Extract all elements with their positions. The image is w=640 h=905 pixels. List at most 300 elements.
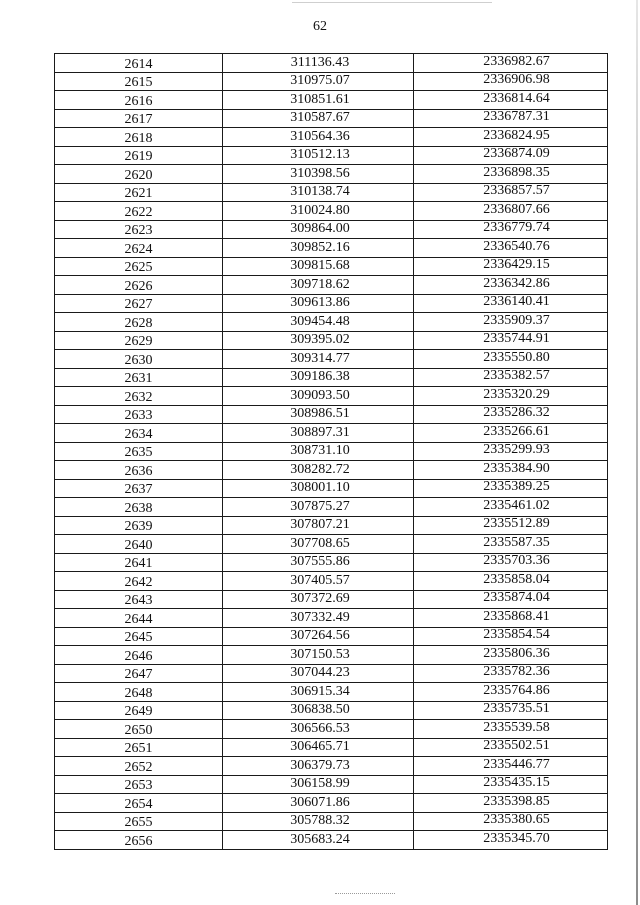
y-coordinate-text: 2336982.67 [483,53,550,69]
x-coordinate-text: 306379.73 [290,757,350,773]
x-coordinate-text: 307875.27 [290,498,350,514]
table-row [55,516,608,535]
point-number-cell [55,535,223,554]
x-coordinate-text: 307708.65 [290,535,350,551]
point-number-cell [55,701,223,720]
point-number-text: 2629 [124,334,153,349]
x-coordinate-text: 307264.56 [290,628,350,643]
point-number-cell [55,738,223,757]
point-number-cell [55,72,223,91]
y-coordinate-text: 2336779.74 [483,220,550,235]
y-coordinate-cell [414,479,608,498]
x-coordinate-text: 307332.49 [290,609,350,625]
point-number-cell [55,720,223,739]
x-coordinate-text: 311136.43 [290,54,350,70]
y-coordinate-cell [414,646,608,665]
table-row [55,405,608,424]
table-row [55,609,608,628]
y-coordinate-cell [414,183,608,202]
x-coordinate-cell [223,516,414,535]
point-number-text: 2619 [124,149,153,164]
x-coordinate-cell [223,424,414,443]
x-coordinate-cell [223,220,414,239]
table-row [55,479,608,498]
y-coordinate-text: 2335266.61 [483,423,550,439]
table-row [55,720,608,739]
point-number-cell [55,109,223,128]
y-coordinate-text: 2335382.57 [483,368,550,383]
table-row [55,535,608,554]
point-number-cell [55,313,223,332]
point-number-cell [55,331,223,350]
point-number-text: 2622 [124,204,153,220]
x-coordinate-text: 309093.50 [290,387,350,403]
point-number-text: 2654 [124,796,153,812]
y-coordinate-cell [414,831,608,850]
scan-bottom-marks [335,893,395,896]
point-number-cell [55,387,223,406]
x-coordinate-text: 310398.56 [290,165,350,181]
table-row [55,128,608,147]
y-coordinate-cell [414,91,608,110]
point-number-cell [55,350,223,369]
x-coordinate-cell [223,368,414,387]
y-coordinate-cell [414,720,608,739]
x-coordinate-text: 310587.67 [290,110,350,125]
x-coordinate-text: 308897.31 [290,424,350,440]
x-coordinate-text: 307150.53 [290,646,350,662]
y-coordinate-text: 2335320.29 [483,386,550,402]
point-number-cell [55,553,223,572]
table-row [55,350,608,369]
x-coordinate-cell [223,442,414,461]
point-number-text: 2635 [124,445,153,460]
y-coordinate-cell [414,257,608,276]
point-number-text: 2624 [124,241,153,257]
x-coordinate-cell [223,664,414,683]
point-number-cell [55,405,223,424]
coordinates-table [54,53,608,850]
x-coordinate-cell [223,91,414,110]
point-number-text: 2634 [124,426,153,442]
y-coordinate-cell [414,405,608,424]
x-coordinate-text: 309395.02 [290,332,350,347]
point-number-cell [55,498,223,517]
y-coordinate-text: 2336429.15 [483,257,550,272]
table-row [55,54,608,73]
x-coordinate-text: 305683.24 [290,831,350,847]
table-row [55,572,608,591]
point-number-text: 2639 [124,519,153,534]
y-coordinate-cell [414,350,608,369]
y-coordinate-cell [414,701,608,720]
y-coordinate-text: 2336540.76 [483,238,550,254]
table-row [55,165,608,184]
y-coordinate-cell [414,72,608,91]
point-number-cell [55,516,223,535]
point-number-cell [55,479,223,498]
point-number-text: 2653 [124,778,153,793]
y-coordinate-text: 2335512.89 [483,516,550,531]
x-coordinate-cell [223,627,414,646]
x-coordinate-cell [223,313,414,332]
table-row [55,183,608,202]
table-row [55,239,608,258]
point-number-cell [55,775,223,794]
x-coordinate-cell [223,146,414,165]
x-coordinate-cell [223,831,414,850]
x-coordinate-text: 309718.62 [290,276,350,292]
table-row [55,276,608,295]
point-number-cell [55,294,223,313]
x-coordinate-text: 306465.71 [290,739,350,754]
point-number-text: 2640 [124,537,153,553]
point-number-text: 2616 [124,93,153,109]
point-number-cell [55,664,223,683]
table-row [55,294,608,313]
x-coordinate-cell [223,331,414,350]
point-number-text: 2638 [124,500,153,516]
x-coordinate-cell [223,535,414,554]
point-number-text: 2645 [124,630,153,645]
y-coordinate-cell [414,294,608,313]
x-coordinate-text: 310564.36 [290,128,350,144]
y-coordinate-text: 2335502.51 [483,738,550,753]
point-number-text: 2652 [124,759,153,775]
point-number-text: 2641 [124,556,153,571]
point-number-cell [55,257,223,276]
y-coordinate-cell [414,128,608,147]
x-coordinate-cell [223,683,414,702]
x-coordinate-text: 309186.38 [290,369,350,384]
y-coordinate-text: 2335286.32 [483,405,550,420]
point-number-cell [55,128,223,147]
x-coordinate-text: 308986.51 [290,406,350,421]
point-number-cell [55,368,223,387]
point-number-text: 2626 [124,278,153,294]
y-coordinate-cell [414,775,608,794]
x-coordinate-cell [223,701,414,720]
y-coordinate-text: 2335587.35 [483,534,550,550]
table-row [55,72,608,91]
table-row [55,683,608,702]
y-coordinate-cell [414,627,608,646]
x-coordinate-cell [223,720,414,739]
y-coordinate-cell [414,202,608,221]
x-coordinate-text: 310024.80 [290,202,350,218]
y-coordinate-cell [414,535,608,554]
table-row [55,812,608,831]
y-coordinate-text: 2335735.51 [483,701,550,716]
y-coordinate-text: 2336787.31 [483,109,550,124]
point-number-text: 2649 [124,704,153,719]
point-number-cell [55,831,223,850]
x-coordinate-cell [223,572,414,591]
x-coordinate-text: 306566.53 [290,720,350,736]
table-row [55,498,608,517]
y-coordinate-cell [414,442,608,461]
x-coordinate-cell [223,553,414,572]
table-row [55,146,608,165]
x-coordinate-text: 307405.57 [290,572,350,588]
x-coordinate-cell [223,479,414,498]
x-coordinate-cell [223,202,414,221]
x-coordinate-text: 307555.86 [290,554,350,569]
y-coordinate-text: 2335461.02 [483,497,550,513]
table-row [55,313,608,332]
y-coordinate-text: 2335806.36 [483,645,550,661]
table-row [55,257,608,276]
point-number-cell [55,590,223,609]
coordinates-table-body [55,54,608,850]
table-row [55,553,608,572]
point-number-text: 2631 [124,371,153,386]
point-number-cell [55,165,223,184]
point-number-cell [55,220,223,239]
point-number-text: 2650 [124,722,153,738]
table-row [55,442,608,461]
y-coordinate-text: 2335868.41 [483,608,550,624]
x-coordinate-text: 306071.86 [290,794,350,810]
x-coordinate-text: 308731.10 [290,443,350,458]
table-row [55,424,608,443]
y-coordinate-text: 2335435.15 [483,775,550,790]
table-row [55,387,608,406]
point-number-text: 2615 [124,75,153,90]
y-coordinate-cell [414,239,608,258]
y-coordinate-text: 2335858.04 [483,571,550,587]
point-number-text: 2627 [124,297,153,312]
x-coordinate-cell [223,757,414,776]
point-number-text: 2632 [124,389,153,405]
x-coordinate-text: 308001.10 [290,480,350,495]
y-coordinate-cell [414,757,608,776]
y-coordinate-cell [414,516,608,535]
y-coordinate-cell [414,424,608,443]
x-coordinate-cell [223,775,414,794]
y-coordinate-text: 2335782.36 [483,664,550,679]
x-coordinate-cell [223,72,414,91]
point-number-text: 2644 [124,611,153,627]
x-coordinate-cell [223,590,414,609]
x-coordinate-text: 306915.34 [290,683,350,699]
y-coordinate-cell [414,146,608,165]
y-coordinate-cell [414,313,608,332]
y-coordinate-cell [414,794,608,813]
y-coordinate-cell [414,331,608,350]
y-coordinate-text: 2336874.09 [483,146,550,161]
y-coordinate-text: 2335909.37 [483,312,550,328]
point-number-cell [55,183,223,202]
table-row [55,646,608,665]
y-coordinate-cell [414,220,608,239]
y-coordinate-cell [414,738,608,757]
x-coordinate-text: 310851.61 [290,91,350,107]
point-number-text: 2655 [124,815,153,830]
x-coordinate-cell [223,350,414,369]
y-coordinate-cell [414,368,608,387]
y-coordinate-cell [414,609,608,628]
x-coordinate-cell [223,812,414,831]
scan-top-edge-line [292,2,492,3]
table-row [55,109,608,128]
point-number-text: 2620 [124,167,153,183]
x-coordinate-cell [223,498,414,517]
table-row [55,664,608,683]
point-number-text: 2636 [124,463,153,479]
y-coordinate-cell [414,590,608,609]
x-coordinate-text: 310138.74 [290,184,350,199]
x-coordinate-text: 306158.99 [290,776,350,791]
x-coordinate-text: 309454.48 [290,313,350,329]
x-coordinate-text: 308282.72 [290,461,350,477]
point-number-text: 2647 [124,667,153,682]
y-coordinate-text: 2336807.66 [483,201,550,217]
table-row [55,738,608,757]
table-row [55,775,608,794]
point-number-cell [55,609,223,628]
y-coordinate-cell [414,387,608,406]
x-coordinate-text: 309852.16 [290,239,350,255]
y-coordinate-text: 2336857.57 [483,183,550,198]
point-number-cell [55,91,223,110]
y-coordinate-text: 2335539.58 [483,719,550,735]
y-coordinate-text: 2335703.36 [483,553,550,568]
point-number-text: 2625 [124,260,153,275]
x-coordinate-cell [223,128,414,147]
point-number-cell [55,54,223,73]
page-number: 62 [313,19,327,34]
y-coordinate-text: 2335389.25 [483,479,550,494]
point-number-text: 2633 [124,408,153,423]
point-number-text: 2621 [124,186,153,201]
point-number-cell [55,683,223,702]
y-coordinate-cell [414,572,608,591]
x-coordinate-text: 309613.86 [290,295,350,310]
x-coordinate-text: 310512.13 [290,147,350,162]
x-coordinate-cell [223,109,414,128]
y-coordinate-cell [414,165,608,184]
y-coordinate-cell [414,461,608,480]
point-number-cell [55,627,223,646]
y-coordinate-cell [414,498,608,517]
x-coordinate-cell [223,609,414,628]
point-number-cell [55,202,223,221]
table-row [55,701,608,720]
y-coordinate-text: 2335446.77 [483,756,550,772]
point-number-text: 2618 [124,130,153,146]
y-coordinate-text: 2336814.64 [483,90,550,106]
point-number-cell [55,442,223,461]
y-coordinate-text: 2335854.54 [483,627,550,642]
point-number-text: 2614 [124,56,153,72]
x-coordinate-text: 309815.68 [290,258,350,273]
y-coordinate-cell [414,553,608,572]
point-number-text: 2648 [124,685,153,701]
point-number-text: 2637 [124,482,153,497]
y-coordinate-cell [414,276,608,295]
table-row [55,831,608,850]
table-row [55,627,608,646]
y-coordinate-text: 2336140.41 [483,294,550,309]
x-coordinate-cell [223,387,414,406]
y-coordinate-text: 2335345.70 [483,830,550,846]
scan-right-edge [636,0,638,905]
point-number-text: 2651 [124,741,153,756]
x-coordinate-cell [223,54,414,73]
point-number-text: 2623 [124,223,153,238]
y-coordinate-text: 2336906.98 [483,72,550,87]
y-coordinate-text: 2335384.90 [483,460,550,476]
x-coordinate-text: 310975.07 [290,73,350,88]
point-number-text: 2643 [124,593,153,608]
table-row [55,590,608,609]
x-coordinate-text: 306838.50 [290,702,350,717]
x-coordinate-cell [223,294,414,313]
point-number-cell [55,812,223,831]
x-coordinate-text: 309314.77 [290,350,350,366]
y-coordinate-text: 2335764.86 [483,682,550,698]
point-number-cell [55,239,223,258]
point-number-text: 2656 [124,833,153,849]
table-row [55,91,608,110]
point-number-cell [55,424,223,443]
y-coordinate-text: 2336342.86 [483,275,550,291]
x-coordinate-text: 307372.69 [290,591,350,606]
x-coordinate-text: 307807.21 [290,517,350,532]
y-coordinate-cell [414,664,608,683]
table-row [55,220,608,239]
y-coordinate-cell [414,812,608,831]
y-coordinate-text: 2335744.91 [483,331,550,346]
x-coordinate-cell [223,257,414,276]
x-coordinate-text: 305788.32 [290,813,350,828]
y-coordinate-text: 2335299.93 [483,442,550,457]
y-coordinate-cell [414,109,608,128]
point-number-cell [55,646,223,665]
point-number-cell [55,794,223,813]
point-number-cell [55,461,223,480]
table-row [55,461,608,480]
point-number-text: 2646 [124,648,153,664]
x-coordinate-text: 307044.23 [290,665,350,680]
x-coordinate-cell [223,183,414,202]
y-coordinate-text: 2335380.65 [483,812,550,827]
x-coordinate-cell [223,461,414,480]
x-coordinate-cell [223,794,414,813]
x-coordinate-cell [223,165,414,184]
x-coordinate-cell [223,405,414,424]
y-coordinate-cell [414,54,608,73]
x-coordinate-cell [223,646,414,665]
point-number-text: 2642 [124,574,153,590]
point-number-cell [55,276,223,295]
table-row [55,794,608,813]
y-coordinate-cell [414,683,608,702]
y-coordinate-text: 2335398.85 [483,793,550,809]
table-row [55,202,608,221]
table-row [55,757,608,776]
x-coordinate-cell [223,738,414,757]
x-coordinate-cell [223,239,414,258]
table-row [55,331,608,350]
x-coordinate-cell [223,276,414,295]
point-number-cell [55,757,223,776]
point-number-cell [55,572,223,591]
y-coordinate-text: 2336898.35 [483,164,550,180]
y-coordinate-text: 2336824.95 [483,127,550,143]
x-coordinate-text: 309864.00 [290,221,350,236]
